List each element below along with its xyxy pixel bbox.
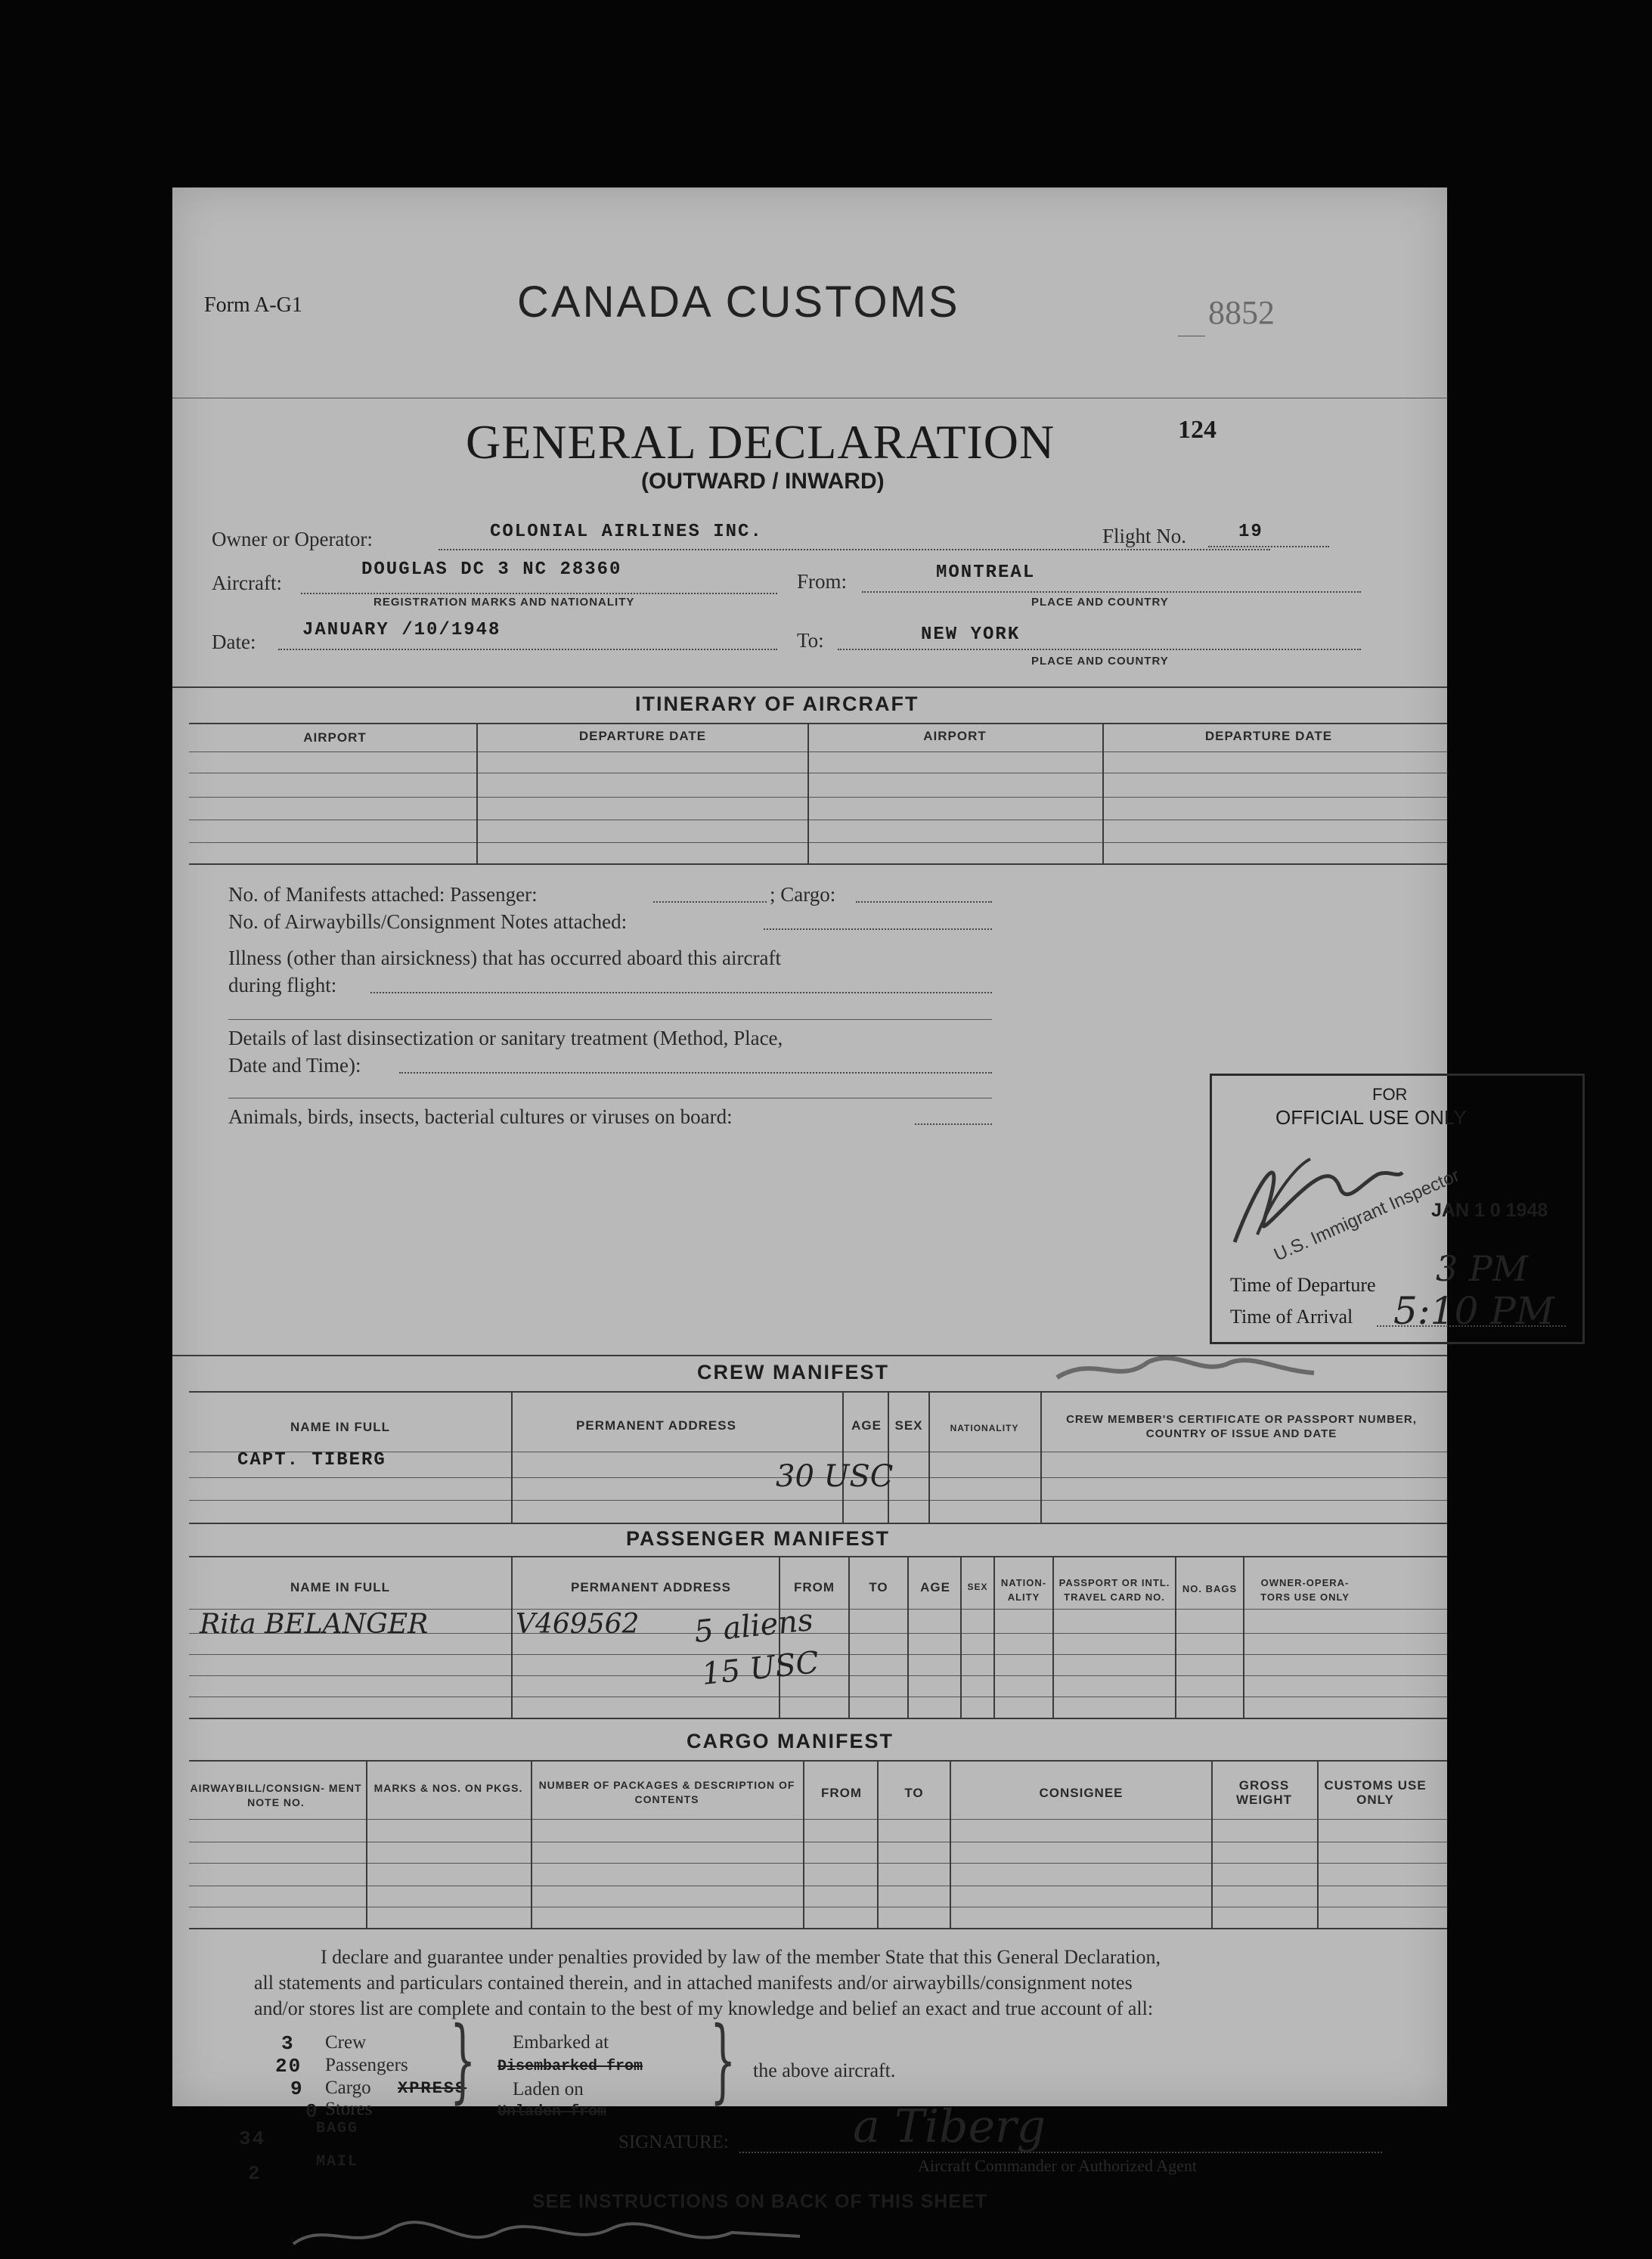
mail-label: MAIL xyxy=(316,2153,359,2171)
passenger-row-number: V469562 xyxy=(516,1609,640,1640)
inspector-stamp: U.S. Immigrant Inspector xyxy=(1271,1165,1463,1266)
laden-strike: Unladen from xyxy=(497,2103,607,2121)
left-brace: } xyxy=(449,2008,476,2113)
cargo-col-packages: NUMBER OF PACKAGES & DESCRIPTION OF CONTENTS xyxy=(538,1779,795,1805)
crew-col-sex: SEX xyxy=(894,1418,923,1433)
passenger-row-name: Rita BELANGER xyxy=(200,1609,429,1640)
declaration-form xyxy=(172,187,1555,2212)
title-number: 124 xyxy=(1178,416,1217,444)
crew-count-label: Crew xyxy=(325,2032,367,2053)
crew-row-note: 30 USC xyxy=(776,1459,894,1494)
signature-sub: Aircraft Commander or Authorized Agent xyxy=(918,2156,1198,2175)
right-brace: } xyxy=(709,2008,736,2113)
embarked-strike: Disembarked from xyxy=(497,2058,643,2075)
owner-value: COLONIAL AIRLINES INC. xyxy=(490,522,763,542)
official-use-box xyxy=(1210,1074,1585,1344)
departure-value: 3 PM xyxy=(1436,1248,1528,1289)
owner-label: Owner or Operator: xyxy=(212,528,373,550)
mail-count: 2 xyxy=(248,2162,262,2185)
stamp-date: JAN 1 0 1948 xyxy=(1431,1200,1548,1221)
cargo-col-weight: GROSS WEIGHT xyxy=(1236,1778,1292,1807)
date-value: JANUARY /10/1948 xyxy=(302,620,501,640)
agency-title: CANADA CUSTOMS xyxy=(517,277,960,327)
disinsect-label-2: Date and Time): xyxy=(228,1054,361,1077)
laden-label: Laden on xyxy=(513,2079,584,2099)
arrival-value: 5:10 PM xyxy=(1393,1289,1555,1333)
flight-label: Flight No. xyxy=(1102,525,1187,547)
crew-col-age: AGE xyxy=(851,1418,882,1433)
crew-col-certificate: CREW MEMBER'S CERTIFICATE OR PASSPORT NUMBER, COUNTRY OF ISSUE AND DATE xyxy=(1066,1413,1417,1440)
aircraft-text: the above aircraft. xyxy=(753,2059,896,2081)
passenger-count: 20 xyxy=(275,2055,302,2078)
cargo-col-marks: MARKS & NOS. ON PKGS. xyxy=(373,1782,523,1794)
passenger-col-address: PERMANENT ADDRESS xyxy=(571,1580,731,1594)
stores-count-label: Stores xyxy=(325,2099,373,2119)
official-use-title: OFFICIAL USE ONLY xyxy=(1275,1106,1467,1129)
passenger-col-name: NAME IN FULL xyxy=(290,1580,390,1594)
direction-label: (OUTWARD / INWARD) xyxy=(641,469,885,494)
form-title: GENERAL DECLARATION xyxy=(466,415,1055,469)
passenger-title: PASSENGER MANIFEST xyxy=(626,1527,891,1550)
passenger-col-passport: PASSPORT OR INTL. TRAVEL CARD NO. xyxy=(1058,1577,1170,1603)
itinerary-col-airport-1: AIRPORT xyxy=(303,730,367,745)
manifests-label: No. of Manifests attached: Passenger: xyxy=(228,883,538,906)
itinerary-col-departure-1: DEPARTURE DATE xyxy=(578,729,707,743)
crew-row-name: CAPT. TIBERG xyxy=(237,1450,386,1470)
flight-value: 19 xyxy=(1238,522,1263,542)
passenger-col-owner-use: OWNER-OPERA- TORS USE ONLY xyxy=(1260,1577,1350,1603)
declaration-line-2: all statements and particulars contained therein, and in attached manifests and/or airwaybills/consignment notes xyxy=(254,1972,1133,1994)
passenger-col-to: TO xyxy=(869,1580,888,1594)
illness-label-1: Illness (other than airsickness) that has occurred aboard this aircraft xyxy=(228,947,781,969)
signature-label: SIGNATURE: xyxy=(618,2132,729,2152)
crew-scribble xyxy=(1049,1340,1322,1393)
from-sub: PLACE AND COUNTRY xyxy=(1031,596,1169,609)
arrival-label: Time of Arrival xyxy=(1230,1306,1353,1328)
cargo-col-consignee: CONSIGNEE xyxy=(1039,1786,1124,1800)
illness-label-2: during flight: xyxy=(228,974,337,996)
to-value: NEW YORK xyxy=(921,624,1021,645)
cargo-col-airwaybill: AIRWAYBILL/CONSIGN- MENT NOTE NO. xyxy=(190,1782,362,1808)
passenger-col-from: FROM xyxy=(793,1580,835,1594)
departure-label: Time of Departure xyxy=(1230,1274,1376,1296)
stores-count: 0 xyxy=(305,2100,319,2123)
from-value: MONTREAL xyxy=(936,562,1036,583)
disinsect-label-1: Details of last disinsectization or sanitary treatment (Method, Place, xyxy=(228,1027,783,1049)
date-label: Date: xyxy=(212,631,256,653)
bottom-scribble xyxy=(286,2214,815,2259)
form-id: Form A-G1 xyxy=(204,293,302,317)
aircraft-value: DOUGLAS DC 3 NC 28360 xyxy=(361,559,622,580)
aircraft-label: Aircraft: xyxy=(212,572,282,594)
embarked-label: Embarked at xyxy=(513,2032,609,2053)
cargo-extra: XPRESS xyxy=(398,2079,467,2098)
cargo-col-to: TO xyxy=(904,1786,924,1800)
to-sub: PLACE AND COUNTRY xyxy=(1031,655,1169,668)
airwaybills-label: No. of Airwaybills/Consignment Notes attached: xyxy=(228,910,628,933)
declaration-line-3: and/or stores list are complete and contain to the best of my knowledge and belief an exact and true account of all: xyxy=(254,1997,1154,2019)
passenger-col-nationality: NATION- ALITY xyxy=(1000,1577,1047,1603)
footer-instructions: SEE INSTRUCTIONS ON BACK OF THIS SHEET xyxy=(532,2191,987,2212)
passenger-row-note-1: 5 aliens xyxy=(693,1602,815,1650)
crew-count: 3 xyxy=(281,2032,295,2055)
crew-col-address: PERMANENT ADDRESS xyxy=(576,1418,736,1433)
itinerary-title: ITINERARY OF AIRCRAFT xyxy=(635,693,919,715)
signature-value: a Tiberg xyxy=(853,2100,1046,2153)
crew-col-nationality: NATIONALITY xyxy=(950,1423,1019,1433)
official-for-label: FOR xyxy=(1372,1085,1408,1104)
cargo-col-customs: CUSTOMS USE ONLY xyxy=(1324,1778,1427,1807)
to-label: To: xyxy=(797,629,824,652)
passenger-row-note-2: 15 USC xyxy=(700,1645,821,1692)
passenger-col-bags: NO. BAGS xyxy=(1182,1583,1238,1594)
cargo-count-label: Cargo xyxy=(325,2078,371,2098)
declaration-line-1: I declare and guarantee under penalties provided by law of the member State that this General Declaration, xyxy=(321,1946,1161,1968)
passenger-col-sex: SEX xyxy=(967,1582,988,1592)
animals-label: Animals, birds, insects, bacterial cultures or viruses on board: xyxy=(228,1105,733,1128)
bagg-label: BAGG xyxy=(316,2120,359,2137)
itinerary-col-departure-2: DEPARTURE DATE xyxy=(1204,729,1333,743)
serial-number: 8852 xyxy=(1208,294,1275,331)
passenger-count-label: Passengers xyxy=(325,2055,408,2075)
cargo-count-label: ; Cargo: xyxy=(770,883,836,906)
passenger-col-age: AGE xyxy=(920,1580,950,1594)
itinerary-col-airport-2: AIRPORT xyxy=(923,729,987,743)
bagg-count: 34 xyxy=(239,2127,266,2150)
crew-title: CREW MANIFEST xyxy=(697,1361,889,1384)
cargo-title: CARGO MANIFEST xyxy=(687,1730,894,1752)
cargo-col-from: FROM xyxy=(820,1786,863,1800)
cargo-count: 9 xyxy=(290,2078,304,2100)
crew-col-name: NAME IN FULL xyxy=(290,1420,390,1434)
from-label: From: xyxy=(797,570,848,593)
aircraft-sub: REGISTRATION MARKS AND NATIONALITY xyxy=(373,596,635,609)
